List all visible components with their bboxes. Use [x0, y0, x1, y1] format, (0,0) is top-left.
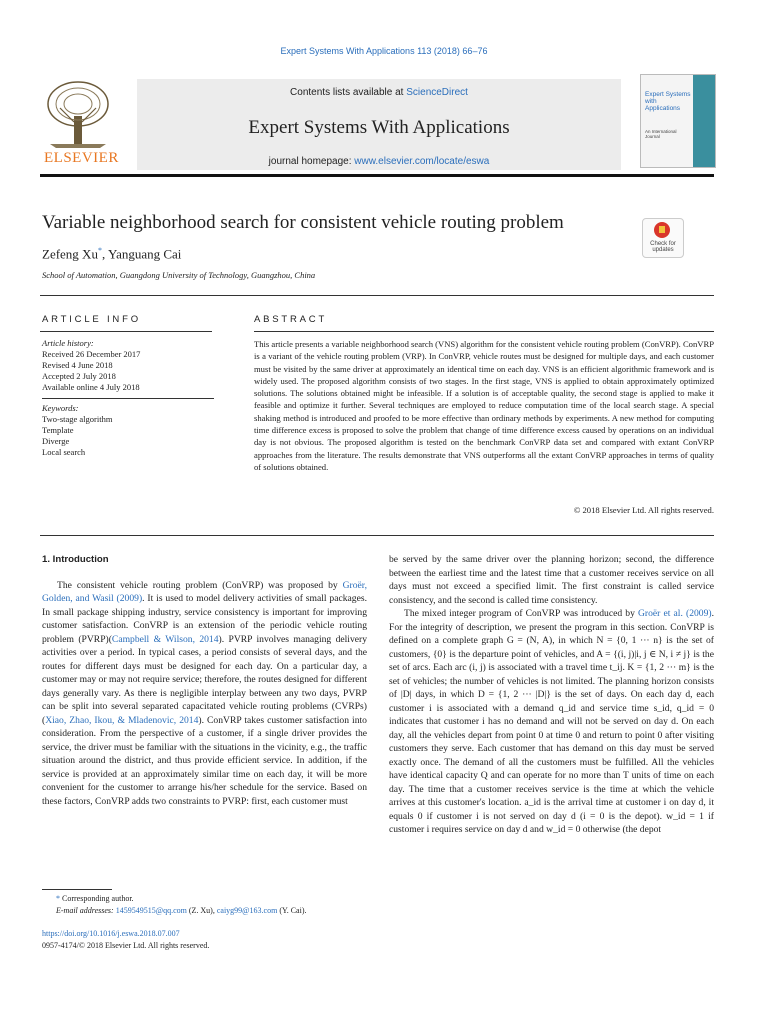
email-owner: (Z. Xu),	[188, 906, 215, 915]
info-divider	[40, 295, 714, 296]
keywords-label: Keywords:	[42, 403, 79, 413]
revised-date: Revised 4 June 2018	[42, 360, 113, 370]
text: ). PVRP involves managing delivery activities over a period. In typical cases, a period consists of several days, and the routes for different days must be designed for each day. On a particular day, a customer may or may not require service; therefore, the routes designed for different days generally vary. As there is negligible interplay between any two days, PVRP can be split into several separated capacitated vehicle routing problems (CVRPs)(	[42, 633, 368, 726]
issn-line: 0957-4174/© 2018 Elsevier Ltd. All rights reserved.	[42, 941, 210, 950]
keyword: Diverge	[42, 436, 70, 446]
citation-link[interactable]: Groër et al. (2009)	[638, 608, 712, 619]
paragraph: be served by the same driver over the planning horizon; second, the difference between the earliest time and the latest time that a customer receives service on all days must not exceed a specified limit. The first constraint is called service consistency, and the second is called time consistency.	[389, 554, 714, 606]
abstract-heading: ABSTRACT	[254, 314, 328, 325]
text: The consistent vehicle routing problem (ConVRP) was proposed by	[57, 579, 343, 591]
journal-homepage-link[interactable]: www.elsevier.com/locate/eswa	[354, 156, 490, 167]
footnote	[42, 893, 367, 917]
journal-citation-link[interactable]: Expert Systems With Applications 113 (2018) 66–76	[280, 46, 488, 56]
author-list	[42, 246, 181, 262]
elsevier-wordmark: ELSEVIER	[44, 150, 119, 166]
email-link[interactable]: 1459549515@qq.com	[115, 906, 187, 915]
citation-link[interactable]: Groër, Golden, and Wasil (2009)	[42, 579, 367, 604]
header-divider	[40, 174, 714, 177]
text: . For the integrity of description, we present the program in this section. ConVRP is defined on a complete graph G = (N, A), in which N = {0, 1 ··· n} is the set of customers, {0} is the departure point of vehicles, and A = {(i, j)|i, j ∈ N, i ≠ j} is the set of arcs. Each arc (i, j) is associated with a travel time t_ij. K = {1, 2 ··· m} is the set of vehicles; the number of vehicles is not limited. The planning horizon consists of |D| days, in which D = {1, 2 ··· |D|} is the set of days. On each day d, each customer i is associated with a demand q_id and service time s_id, q_id = 0 indicates that customer i has no demand and will not be served on day d. On each day, all the vehicles depart from point 0 at time 0 and return to point 0 after visiting customers they serve. Each customer that has demand on this day must be served exactly once. The demand of all the customers must be fulfilled. All the vehicles have identical capacity Q and can operate for no more than T units of time on each day. The time that a customer receives service is the time at which the vehicle arrives at this customer's location. a_id is the arrival time at customer i on day d, it equals 0 if customer i is not served on day d (i = 0 is the depot). w_id = 1 if customer i requires service on day d and w_id = 0 otherwise (the depot	[389, 608, 714, 835]
author-separator: ,	[101, 246, 106, 262]
affiliation: School of Automation, Guangdong University of Technology, Guangzhou, China	[42, 270, 316, 280]
email-label: E-mail addresses:	[56, 906, 114, 915]
paragraph	[389, 607, 714, 837]
article-title: Variable neighborhood search for consistent vehicle routing problem	[42, 212, 564, 233]
cover-strip	[693, 75, 715, 167]
email-line	[42, 905, 367, 917]
body-column-left	[42, 553, 367, 808]
history-label: Article history:	[42, 338, 94, 348]
accepted-date: Accepted 2 July 2018	[42, 371, 116, 381]
sciencedirect-link[interactable]: ScienceDirect	[406, 87, 468, 98]
article-info-rule	[40, 331, 212, 332]
author-name: Yanguang Cai	[107, 246, 182, 262]
article-info-heading: ARTICLE INFO	[42, 314, 141, 325]
corresponding-note	[42, 893, 367, 905]
email-owner: (Y. Cai).	[279, 906, 307, 915]
corresponding-label: Corresponding author.	[62, 894, 134, 903]
received-date: Received 26 December 2017	[42, 349, 141, 359]
abstract-text: This article presents a variable neighborhood search (VNS) algorithm for the consistent vehicle routing problem (ConVRP). ConVRP is a variant of the vehicle routing problem (VRP). In ConVRP, vehicle routes must be designed for multiple days, and each customer must be visited by the same driver at approximately an identical time on each day. VNS is an efficient algorithmic framework and is widely used. The proposed algorithm consists of two stages. In the first stage, VNS is applied to obtain approximately optimized solutions. The solutions obtained might be infeasible. If a solution is of acceptable quality, the second stage is applied to make it feasible and optimize it further. Several techniques are employed to reduce computation time of the local search stage. A special shaking method is introduced and proofed to be more effective than ordinary methods by experiments. A new method for computing time difference excess is proposed to solve the problem that change of time difference excess caused by operations on an individual day is not obvious. The proposed algorithm is tested on the benchmark ConVRP data set and compared with extant ConVRP approaches from the literature. The results demonstrate that VNS outperforms all the extant ConVRP approaches in terms of quality of solutions obtained.	[254, 339, 714, 472]
online-date: Available online 4 July 2018	[42, 382, 140, 392]
bookmark-icon	[654, 222, 670, 238]
journal-title: Expert Systems With Applications	[248, 117, 510, 138]
text: . It is used to model delivery activities of small packages. In small package shipping industry, service consistency is important for improving customer satisfaction. ConVRP is an extension of the periodic vehicle routing problem (PVRP)(	[42, 593, 367, 645]
keyword: Template	[42, 425, 74, 435]
keyword: Two-stage algorithm	[42, 414, 113, 424]
corresponding-author-link[interactable]: *	[97, 246, 102, 255]
text: ). ConVRP takes customer satisfaction into consideration. From the perspective of a customer, if a single driver provides the service, the driver must be familiar with the situations in the vicinity, e.g., the traffic situation around the district, and thus provide efficient service. In addition, if the service is provided at an approximately similar time on each day, it will be more convenient for the customer to arrange his/her schedule for the service. Based on these factors, ConVRP adds two constraints to PVRP: first, each customer must	[42, 714, 367, 807]
homepage-prefix: journal homepage:	[268, 156, 352, 167]
journal-cover-thumbnail	[640, 74, 716, 168]
doi-block	[42, 928, 209, 952]
body-column-right	[389, 553, 714, 837]
text: The mixed integer program of ConVRP was introduced by	[404, 608, 638, 619]
keywords-divider	[42, 398, 214, 399]
cover-title: Expert Systems with Applications	[645, 91, 691, 112]
abstract-rule	[254, 331, 714, 332]
abstract-copyright: © 2018 Elsevier Ltd. All rights reserved.	[573, 505, 714, 515]
section-heading: 1. Introduction	[42, 554, 109, 565]
keyword: Local search	[42, 447, 86, 457]
cover-subtitle: An International Journal	[645, 129, 677, 139]
check-for-updates-button[interactable]	[642, 218, 684, 258]
citation-link[interactable]: Xiao, Zhao, Ikou, & Mladenovic, 2014	[45, 714, 199, 726]
citation-link[interactable]: Campbell & Wilson, 2014	[111, 633, 219, 645]
journal-banner	[137, 79, 621, 170]
contents-prefix: Contents lists available at	[290, 87, 404, 98]
email-link[interactable]: caiyg99@163.com	[216, 906, 278, 915]
contents-line	[137, 87, 621, 98]
author-name: Zefeng Xu	[42, 246, 98, 262]
footnote-mark: *	[56, 894, 60, 903]
article-info	[42, 338, 214, 458]
abstract-divider	[40, 535, 714, 536]
homepage-line	[137, 156, 621, 167]
doi-link[interactable]: https://doi.org/10.1016/j.eswa.2018.07.007	[42, 929, 180, 938]
paragraph	[42, 579, 367, 809]
check-updates-label: Check for updates	[650, 241, 676, 253]
journal-header	[40, 74, 714, 170]
footnote-divider	[42, 889, 112, 890]
